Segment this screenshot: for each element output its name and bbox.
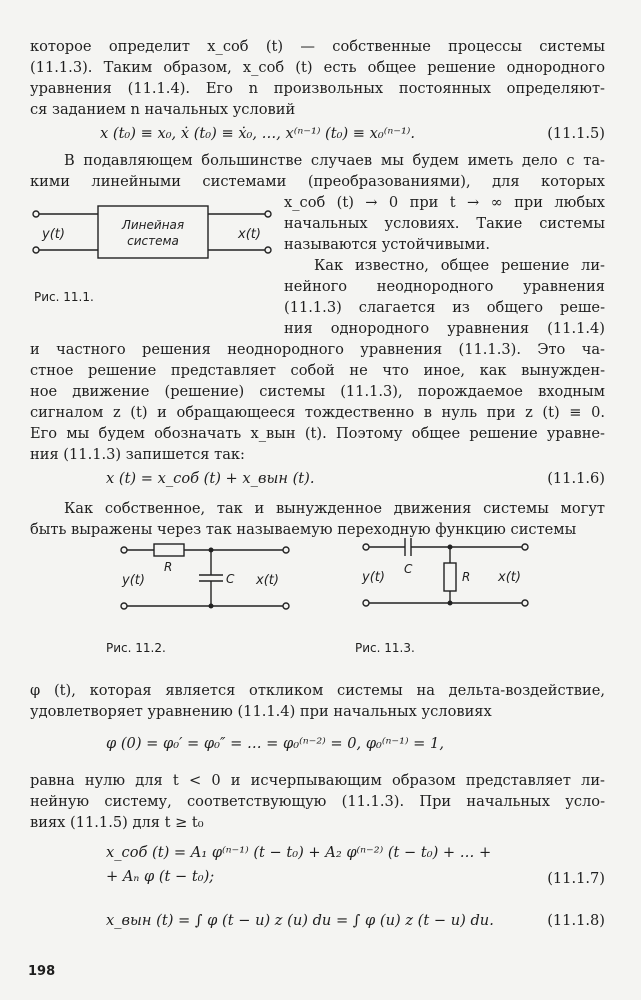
para3-line1: Как собственное, так и вынужденное движения системы могут <box>64 500 605 517</box>
equation-11-1-8: x_вын (t) = ∫ φ (t − u) z (u) du = ∫ φ (u) z (t − u) du. <box>106 912 494 929</box>
para5-line3: виях (11.1.5) для t ≥ t₀ <box>30 814 204 831</box>
para2-line14: Его мы будем обозначать x_вын (t). Поэтому общее решение уравне- <box>30 425 605 442</box>
fig-11-2-caption: Рис. 11.2. <box>106 641 166 655</box>
para4-line2: удовлетворяет уравнению (11.1.4) при начальных условиях <box>30 703 492 720</box>
fig3-output-label: x(t) <box>498 570 521 585</box>
para2-line4: начальных условиях. Такие системы <box>284 215 605 232</box>
para2-line9: ния однородного уравнения (11.1.4) <box>284 320 605 337</box>
page-number: 198 <box>28 964 56 979</box>
equation-11-1-7-line2: + Aₙ φ (t − t₀); <box>106 868 215 885</box>
fig1-input-label: y(t) <box>42 227 65 242</box>
para2-line13: сигналом z (t) и обращающееся тождественно в нуль при z (t) ≡ 0. <box>30 404 605 421</box>
fig2-c-label: C <box>226 572 235 586</box>
para2-line7: нейного неоднородного уравнения <box>284 278 605 295</box>
para2-line1: В подавляющем большинстве случаев мы будем иметь дело с та- <box>64 152 605 169</box>
fig-11-3-caption: Рис. 11.3. <box>355 641 415 655</box>
figure-11-2-diagram <box>118 540 298 615</box>
para2-line11: стное решение представляет собой не что иное, как вынужден- <box>30 362 605 379</box>
equation-11-1-7-number: (11.1.7) <box>547 870 605 887</box>
fig2-r-label: R <box>164 560 173 574</box>
fig3-input-label: y(t) <box>362 570 385 585</box>
fig3-r-label: R <box>462 570 471 584</box>
equation-11-1-6: x (t) = x_соб (t) + x_вын (t). <box>106 470 315 487</box>
para1-line4: ся заданием n начальных условий <box>30 101 296 118</box>
para2-line6: Как известно, общее решение ли- <box>314 257 605 274</box>
para2-line15: ния (11.1.3) запишется так: <box>30 446 245 463</box>
equation-11-1-6-number: (11.1.6) <box>547 470 605 487</box>
equation-11-1-7-line1: x_соб (t) = A₁ φ⁽ⁿ⁻¹⁾ (t − t₀) + A₂ φ⁽ⁿ⁻²⁾ (t − t₀) + … + <box>106 844 492 861</box>
fig3-c-label: C <box>404 562 413 576</box>
equation-initial-conditions: φ (0) = φ₀′ = φ₀″ = … = φ₀⁽ⁿ⁻²⁾ = 0, φ₀⁽ⁿ⁻¹⁾ = 1, <box>106 735 444 752</box>
para4-line1: φ (t), которая является откликом системы на дельта-воздействие, <box>30 682 605 699</box>
para2-line3: x_соб (t) → 0 при t → ∞ при любых <box>284 194 605 211</box>
figure-11-3-diagram <box>360 535 540 613</box>
figure-11-1-diagram <box>30 198 280 268</box>
para2-line5: называются устойчивыми. <box>284 236 490 253</box>
para2-line10: и частного решения неоднородного уравнения (11.1.3). Это ча- <box>30 341 605 358</box>
equation-11-1-8-number: (11.1.8) <box>547 912 605 929</box>
fig1-box-label-2: система <box>127 234 179 248</box>
fig1-box-label-1: Линейная <box>121 218 185 232</box>
para5-line2: нейную систему, соответствующую (11.1.3). При начальных усло- <box>30 793 605 810</box>
fig-11-1-caption: Рис. 11.1. <box>34 290 94 304</box>
para1-line1: которое определит x_соб (t) — собственные процессы системы <box>30 38 605 55</box>
fig1-output-label: x(t) <box>238 227 261 242</box>
equation-11-1-5: x (t₀) ≡ x₀, ẋ (t₀) ≡ ẋ₀, …, x⁽ⁿ⁻¹⁾ (t₀) ≡ x₀⁽ⁿ⁻¹⁾. <box>100 125 416 142</box>
para3-line2: быть выражены через так называемую переходную функцию системы <box>30 521 577 538</box>
fig2-input-label: y(t) <box>122 573 145 588</box>
para2-line8: (11.1.3) слагается из общего реше- <box>284 299 605 316</box>
equation-11-1-5-number: (11.1.5) <box>547 125 605 142</box>
para1-line3: уравнения (11.1.4). Его n произвольных постоянных определяют- <box>30 80 605 97</box>
para2-line2: кими линейными системами (преобразованиями), для которых <box>30 173 605 190</box>
para5-line1: равна нулю для t < 0 и исчерпывающим образом представляет ли- <box>30 772 605 789</box>
para1-line2: (11.1.3). Таким образом, x_соб (t) есть общее решение однородного <box>30 59 605 76</box>
para2-line12: ное движение (решение) системы (11.1.3), порождаемое входным <box>30 383 605 400</box>
fig2-output-label: x(t) <box>256 573 279 588</box>
